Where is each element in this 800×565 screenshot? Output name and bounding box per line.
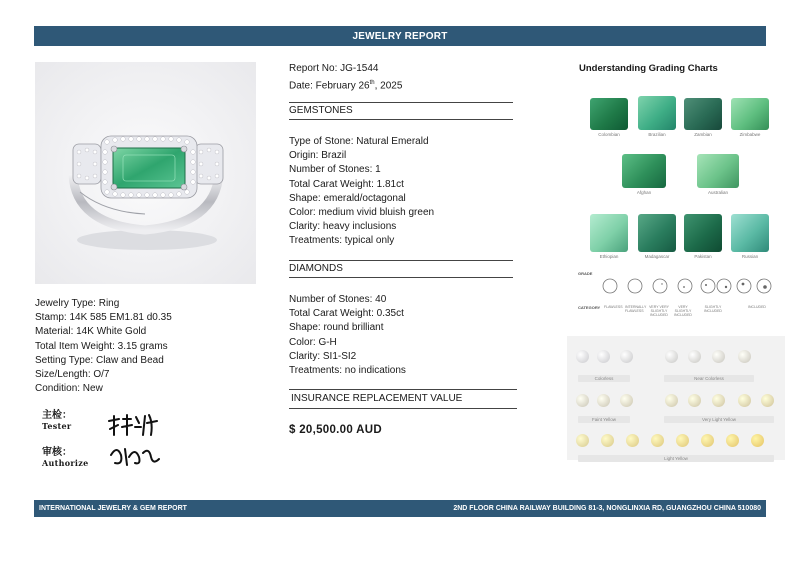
clarity-category-si: SLIGHTLY INCLUDED: [704, 305, 722, 313]
report-title: JEWELRY REPORT: [352, 30, 448, 42]
insurance-heading: [289, 389, 517, 409]
color-diamond-s: [576, 434, 589, 447]
color-diamond-u: [626, 434, 639, 447]
authorize-label: [42, 447, 88, 469]
emerald-colombian: [590, 98, 628, 137]
color-diamond-r: [761, 394, 774, 407]
emerald-australian-swatch: [697, 154, 739, 188]
emerald-zimbabwe-label: Zimbabwe: [739, 132, 761, 137]
color-diamond-n: [665, 394, 678, 407]
emerald-brazilian: [638, 96, 676, 137]
emerald-ethiopian: [590, 214, 628, 259]
emerald-russian-swatch: [731, 214, 769, 252]
color-group-light-yellow: Light Yellow: [578, 455, 774, 462]
color-diamond-d: [576, 350, 589, 363]
condition: Condition: New: [35, 383, 103, 395]
material: Material: 14K White Gold: [35, 326, 147, 338]
report-date-year: , 2025: [374, 80, 403, 92]
footer-organization: INTERNATIONAL JEWELRY & GEM REPORT: [39, 505, 187, 512]
color-diamond-i: [712, 350, 725, 363]
grading-charts-title: Understanding Grading Charts: [579, 63, 718, 74]
color-diamond-m: [620, 394, 633, 407]
gemstones-details: [289, 135, 434, 249]
authorize-signature: [105, 441, 165, 469]
item-details: [35, 297, 172, 396]
insurance-value: $ 20,500.00 AUD: [289, 424, 382, 436]
authorize-label-cn: 审核：: [42, 447, 72, 458]
diamonds-details: [289, 293, 406, 378]
color-diamond-x: [701, 434, 714, 447]
clarity-category-i: INCLUDED: [748, 305, 766, 309]
authorize-label-en: Authorize: [42, 458, 89, 468]
color-group-colorless: Colorless: [578, 375, 630, 382]
emerald-colombian-swatch: [590, 98, 628, 130]
emerald-ethiopian-label: Ethiopian: [599, 254, 619, 259]
total-item-weight: Total Item Weight: 3.15 grams: [35, 340, 168, 352]
clarity-diamonds: [598, 275, 778, 297]
diamond-clarity: Clarity: SI1-SI2: [289, 350, 357, 362]
gemstone-origin: Origin: Brazil: [289, 150, 347, 162]
diamond-count: Number of Stones: 40: [289, 294, 387, 305]
color-group-faint-yellow: Faint Yellow: [578, 416, 630, 423]
footer-address: 2ND FLOOR CHINA RAILWAY BUILDING 81-3, NONGLINXIA RD, GUANGZHOU CHINA 510080: [453, 505, 761, 512]
diamond-carat: Total Carat Weight: 0.35ct: [289, 308, 404, 320]
setting-type: Setting Type: Claw and Bead: [35, 354, 164, 366]
clarity-grade-label: GRADE: [578, 271, 593, 276]
color-diamond-o: [688, 394, 701, 407]
clarity-category-vs: VERY SLIGHTLY INCLUDED: [674, 305, 692, 317]
tester-label-en: Tester: [42, 421, 72, 431]
color-diamond-t: [601, 434, 614, 447]
emerald-pakistan-swatch: [684, 214, 722, 252]
emerald-australian-label: Australian: [707, 190, 728, 195]
report-footer: [34, 500, 766, 517]
emerald-zambian-label: Zambian: [694, 132, 712, 137]
emerald-afghan-swatch: [622, 154, 666, 188]
tester-label-cn: 主检：: [42, 410, 72, 421]
jewelry-type: Jewelry Type: Ring: [35, 298, 120, 309]
color-diamond-e: [597, 350, 610, 363]
diamond-treatments: Treatments: no indications: [289, 365, 406, 377]
color-diamond-k: [576, 394, 589, 407]
emerald-brazilian-swatch: [638, 96, 676, 130]
clarity-category-vvs: VERY VERY SLIGHTLY INCLUDED: [649, 305, 669, 317]
gemstone-clarity: Clarity: heavy inclusions: [289, 221, 397, 233]
emerald-madagascar-swatch: [638, 214, 676, 252]
emerald-pakistan: [684, 214, 722, 259]
emerald-colombian-label: Colombian: [598, 132, 620, 137]
emerald-afghan: [622, 154, 666, 195]
stamp: Stamp: 14K 585 EM1.81 d0.35: [35, 312, 172, 324]
emerald-ethiopian-swatch: [590, 214, 628, 252]
gemstones-heading-text: GEMSTONES: [289, 105, 353, 116]
insurance-heading-text: INSURANCE REPLACEMENT VALUE: [291, 393, 463, 404]
emerald-australian: [697, 154, 739, 195]
emerald-zambian-swatch: [684, 98, 722, 130]
clarity-category-fl: FLAWLESS: [604, 305, 623, 309]
color-diamond-p: [712, 394, 725, 407]
color-group-near-colorless: Near Colorless: [664, 375, 754, 382]
color-diamond-f: [620, 350, 633, 363]
size-length: Size/Length: O/7: [35, 369, 110, 381]
report-date: [289, 76, 402, 94]
ring-photo: [35, 62, 256, 284]
diamond-color: Color: G-H: [289, 336, 337, 348]
diamonds-heading: [289, 260, 513, 278]
color-diamond-q: [738, 394, 751, 407]
emerald-russian-label: Russian: [741, 254, 759, 259]
clarity-category-label: CATEGORY: [578, 305, 601, 310]
tester-label: [42, 410, 72, 432]
report-date-suffix: th: [369, 80, 375, 86]
gemstones-heading: [289, 102, 513, 120]
gemstone-carat: Total Carat Weight: 1.81ct: [289, 178, 404, 190]
color-diamond-y: [726, 434, 739, 447]
color-diamond-v: [651, 434, 664, 447]
report-header: [34, 26, 766, 46]
color-diamond-h: [688, 350, 701, 363]
emerald-madagascar: [638, 214, 676, 259]
gemstone-treatments: Treatments: typical only: [289, 235, 395, 247]
emerald-russian: [731, 214, 769, 259]
tester-signature: [105, 413, 165, 439]
color-diamond-w: [676, 434, 689, 447]
emerald-zambian: [684, 98, 722, 137]
gemstone-count: Number of Stones: 1: [289, 164, 381, 176]
color-diamond-j: [738, 350, 751, 363]
emerald-pakistan-label: Pakistan: [694, 254, 712, 259]
gemstone-color: Color: medium vivid bluish green: [289, 207, 435, 219]
color-group-very-light-yellow: Very Light Yellow: [664, 416, 774, 423]
emerald-madagascar-label: Madagascar: [644, 254, 670, 259]
report-date-text: Date: February 26: [289, 80, 370, 92]
emerald-brazilian-label: Brazilian: [648, 132, 666, 137]
diamonds-heading-text: DIAMONDS: [289, 263, 343, 274]
emerald-zimbabwe: [731, 98, 769, 137]
emerald-afghan-label: Afghan: [636, 190, 652, 195]
color-diamond-z: [751, 434, 764, 447]
color-diamond-g: [665, 350, 678, 363]
diamond-shape: Shape: round brilliant: [289, 322, 384, 334]
emerald-zimbabwe-swatch: [731, 98, 769, 130]
gemstone-type: Type of Stone: Natural Emerald: [289, 136, 429, 147]
gemstone-shape: Shape: emerald/octagonal: [289, 192, 406, 204]
ring-image: [35, 62, 256, 284]
clarity-category-if: INTERNALLY FLAWLESS: [625, 305, 647, 313]
color-diamond-l: [597, 394, 610, 407]
report-number: Report No: JG-1544: [289, 63, 379, 74]
